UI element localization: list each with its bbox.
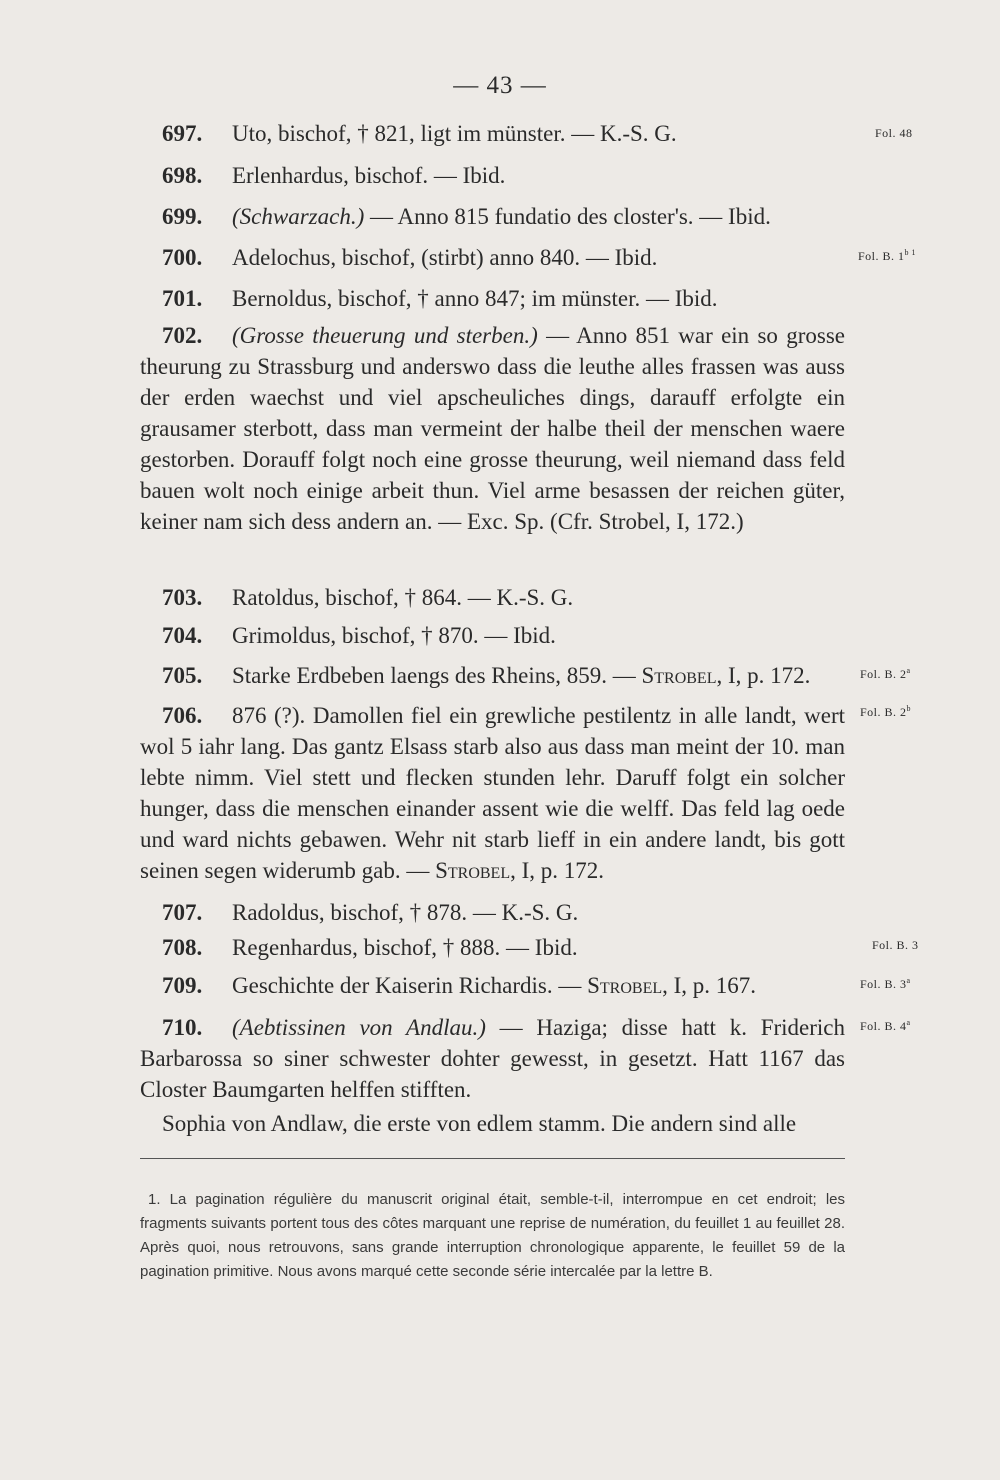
margin-note-705 <box>860 666 970 682</box>
entry-704 <box>140 620 845 651</box>
margin-note-sup: b <box>906 704 912 713</box>
entry-text: Uto, bischof, † 821, ligt im münster. — K.-S. G. <box>232 121 677 146</box>
entry-698 <box>140 160 845 191</box>
entry-number: 709. <box>162 973 203 998</box>
entry-number: 697. <box>162 121 203 146</box>
citation-author: Strobel <box>435 858 511 883</box>
margin-note-base: Fol. B. 3 <box>860 977 907 991</box>
entry-705 <box>140 660 845 691</box>
continuation-text: Sophia von Andlaw, die erste von edlem stamm. Die andern sind alle <box>162 1111 797 1136</box>
entry-699 <box>140 201 845 232</box>
entry-number: 701. <box>162 286 203 311</box>
footnote-text: 1. La pagination régulière du manuscrit original était, semble-t-il, interrompue en cet endroit; les fragments suivants portent tous des côtes marquant une reprise de numération, du feuillet 1 au feuillet 28. Après quoi, nous retrouvons, sans grande interruption chronologique apparente, le feuillet 59 de la pagination primitive. Nous avons marqué cette seconde série intercalée par la lettre B. <box>140 1191 845 1280</box>
entry-number: 700. <box>162 245 203 270</box>
entry-number: 699. <box>162 204 203 229</box>
footnote <box>140 1188 845 1284</box>
margin-note-base: Fol. B. 2 <box>860 667 907 681</box>
entry-number: 707. <box>162 900 203 925</box>
margin-note-700 <box>858 248 968 264</box>
entry-number: 704. <box>162 623 203 648</box>
entry-text: Radoldus, bischof, † 878. — K.-S. G. <box>232 900 579 925</box>
entry-text: Geschichte der Kaiserin Richardis. — <box>232 973 588 998</box>
entry-text: — Anno 815 fundatio des closter's. — Ibid. <box>364 204 771 229</box>
entry-heading: (Grosse theuerung und sterben.) <box>232 323 538 348</box>
margin-note-sup: a <box>906 976 911 985</box>
page-number: — 43 — <box>453 72 547 99</box>
entry-708 <box>140 932 845 963</box>
entry-text: Bernoldus, bischof, † anno 847; im münster. — Ibid. <box>232 286 718 311</box>
entry-text: Erlenhardus, bischof. — Ibid. <box>232 163 506 188</box>
entry-700 <box>140 242 845 273</box>
citation-author: Strobel <box>587 973 663 998</box>
footnote-divider <box>140 1158 845 1159</box>
entry-number: 708. <box>162 935 203 960</box>
entry-number: 703. <box>162 585 203 610</box>
citation-ref: , I, p. 172. <box>716 663 811 688</box>
margin-note-697: Fol. 48 <box>875 126 913 140</box>
citation-author: Strobel <box>641 663 717 688</box>
entry-text: Adelochus, bischof, (stirbt) anno 840. — Ibid. <box>232 245 658 270</box>
entry-number: 705. <box>162 663 203 688</box>
entry-text: — Haziga; disse hatt k. Friderich Barbarossa so siner schwester dohter gewesst, in gesetzt. Hatt 1167 das Closter Baumgarten helffen stifften. <box>140 1015 846 1102</box>
entry-709 <box>140 970 845 1001</box>
entry-text: Ratoldus, bischof, † 864. — K.-S. G. <box>232 585 574 610</box>
margin-note-710 <box>860 1018 970 1034</box>
margin-note-base: Fol. B. 2 <box>860 705 907 719</box>
margin-note-sup: a <box>906 666 911 675</box>
entry-706 <box>140 700 845 886</box>
margin-note-708: Fol. B. 3 <box>872 938 919 952</box>
entry-697 <box>140 118 845 149</box>
entry-text: 876 (?). Damollen fiel ein grewliche pestilentz in alle landt, wert wol 5 iahr lang. Das gantz Elsass starb also aus dass man meint der 10. man lebte nimm. Viel stett und flecken stunden lehr. Daruff folgt ein solcher hunger, dass die menschen einander assent wie die welff. Das feld lag oede und ward nichts gebawen. Wehr nit starb lieff in ein andere landt, bis gott seinen segen widerumb gab. — <box>140 703 845 883</box>
citation-ref: , I, p. 172. <box>510 858 605 883</box>
margin-note-sup: b 1 <box>904 248 917 257</box>
margin-note-709 <box>860 976 970 992</box>
entry-number: 706. <box>162 703 203 728</box>
margin-note-706 <box>860 704 970 720</box>
entry-702 <box>140 320 845 537</box>
entry-703 <box>140 582 845 613</box>
entry-number: 710. <box>162 1015 203 1040</box>
entry-701 <box>140 283 845 314</box>
entry-text: Regenhardus, bischof, † 888. — Ibid. <box>232 935 578 960</box>
entry-text: Grimoldus, bischof, † 870. — Ibid. <box>232 623 556 648</box>
entry-number: 702. <box>162 323 203 348</box>
entry-text: — Anno 851 war ein so grosse theurung zu Strassburg und anderswo dass die leuthe alles frassen was auss der erden waechst und viel apscheuliches dings, darauff erfolgte ein grausamer sterbott, dass man vermeint der halbe theil der menschen waere gestorben. Dorauff folgt noch eine grosse theurung, weil niemand dass feld bauen wolt noch einige arbeit thun. Viel arme besassen der reichen güter, keiner nam sich dess andern an. — Exc. Sp. (Cfr. Strobel, I, 172.) <box>140 323 846 534</box>
entry-heading: (Aebtissinen von Andlau.) <box>232 1015 486 1040</box>
margin-note-base: Fol. B. 1 <box>858 249 905 263</box>
margin-note-base: Fol. B. 4 <box>860 1019 907 1033</box>
entry-710 <box>140 1012 845 1105</box>
margin-note-sup: a <box>906 1018 911 1027</box>
entry-text: Starke Erdbeben laengs des Rheins, 859. — <box>232 663 642 688</box>
entry-number: 698. <box>162 163 203 188</box>
entry-707 <box>140 897 845 928</box>
citation-ref: , I, p. 167. <box>662 973 757 998</box>
entry-heading: (Schwarzach.) <box>232 204 365 229</box>
